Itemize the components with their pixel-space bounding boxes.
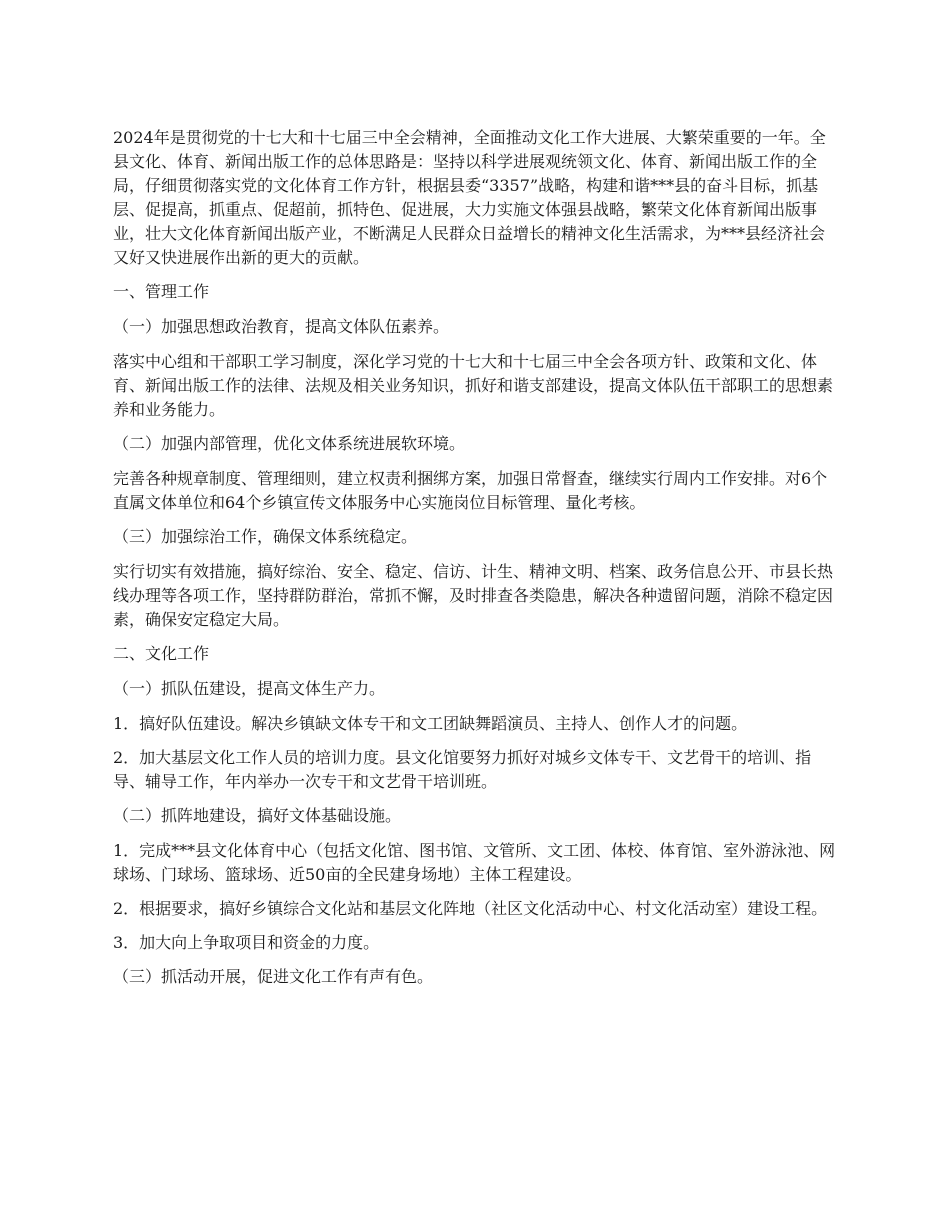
subsection-heading-1-1: （一）加强思想政治教育，提高文体队伍素养。	[113, 317, 450, 336]
subsection-heading-2-2: （二）抓阵地建设，搞好文体基础设施。	[113, 806, 402, 825]
list-item-2-1-1: 1．搞好队伍建设。解决乡镇缺文体专干和文工团缺舞蹈演员、主持人、创作人才的问题。	[113, 714, 748, 733]
body-paragraph-1-3: 实行切实有效措施，搞好综治、安全、稳定、信访、计生、精神文明、档案、政务信息公开、市县长热线办理等各项工作，坚持群防群治，常抓不懈，及时排查各类隐患，解决各种遗留问题，消除不稳定因素，确保安定稳定大局。	[113, 562, 834, 629]
list-item-2-2-2: 2．根据要求，搞好乡镇综合文化站和基层文化阵地（社区文化活动中心、村文化活动室）建设工程。	[113, 899, 828, 918]
subsection-heading-2-1: （一）抓队伍建设，提高文体生产力。	[113, 679, 386, 698]
body-paragraph-1-2: 完善各种规章制度、管理细则，建立权责利捆绑方案，加强日常督查，继续实行周内工作安排。对6个直属文体单位和64个乡镇宣传文体服务中心实施岗位目标管理、量化考核。	[113, 469, 828, 512]
document-body	[113, 126, 840, 1000]
section-heading-culture: 二、文化工作	[113, 644, 210, 663]
list-item-2-2-1: 1．完成***县文化体育中心（包括文化馆、图书馆、文管所、文工团、体校、体育馆、室外游泳池、网球场、门球场、篮球场、近50亩的全民建身场地）主体工程建设。	[113, 841, 836, 884]
intro-paragraph: 2024年是贯彻党的十七大和十七届三中全会精神，全面推动文化工作大进展、大繁荣重要的一年。全县文化、体育、新闻出版工作的总体思路是：坚持以科学进展观统领文化、体育、新闻出版工作的全局，仔细贯彻落实党的文化体育工作方针，根据县委“3357”战略，构建和谐***县的奋斗目标，抓基层、促提高，抓重点、促超前，抓特色、促进展，大力实施文体强县战略，繁荣文化体育新闻出版事业，壮大文化体育新闻出版产业，不断满足人民群众日益增长的精神文化生活需求，为***县经济社会又好又快进展作出新的更大的贡献。	[113, 128, 826, 267]
subsection-heading-1-2: （二）加强内部管理，优化文体系统进展软环境。	[113, 434, 466, 453]
section-heading-management: 一、管理工作	[113, 282, 210, 301]
subsection-heading-1-3: （三）加强综治工作，确保文体系统稳定。	[113, 527, 418, 546]
body-paragraph-1-1: 落实中心组和干部职工学习制度，深化学习党的十七大和十七届三中全会各项方针、政策和文化、体育、新闻出版工作的法律、法规及相关业务知识，抓好和谐支部建设，提高文体队伍干部职工的思想素养和业务能力。	[113, 352, 834, 419]
list-item-2-2-3: 3．加大向上争取项目和资金的力度。	[113, 933, 380, 952]
list-item-2-1-2: 2．加大基层文化工作人员的培训力度。县文化馆要努力抓好对城乡文体专干、文艺骨干的培训、指导、辅导工作，年内举办一次专干和文艺骨干培训班。	[113, 748, 812, 791]
subsection-heading-2-3: （三）抓活动开展，促进文化工作有声有色。	[113, 967, 434, 986]
